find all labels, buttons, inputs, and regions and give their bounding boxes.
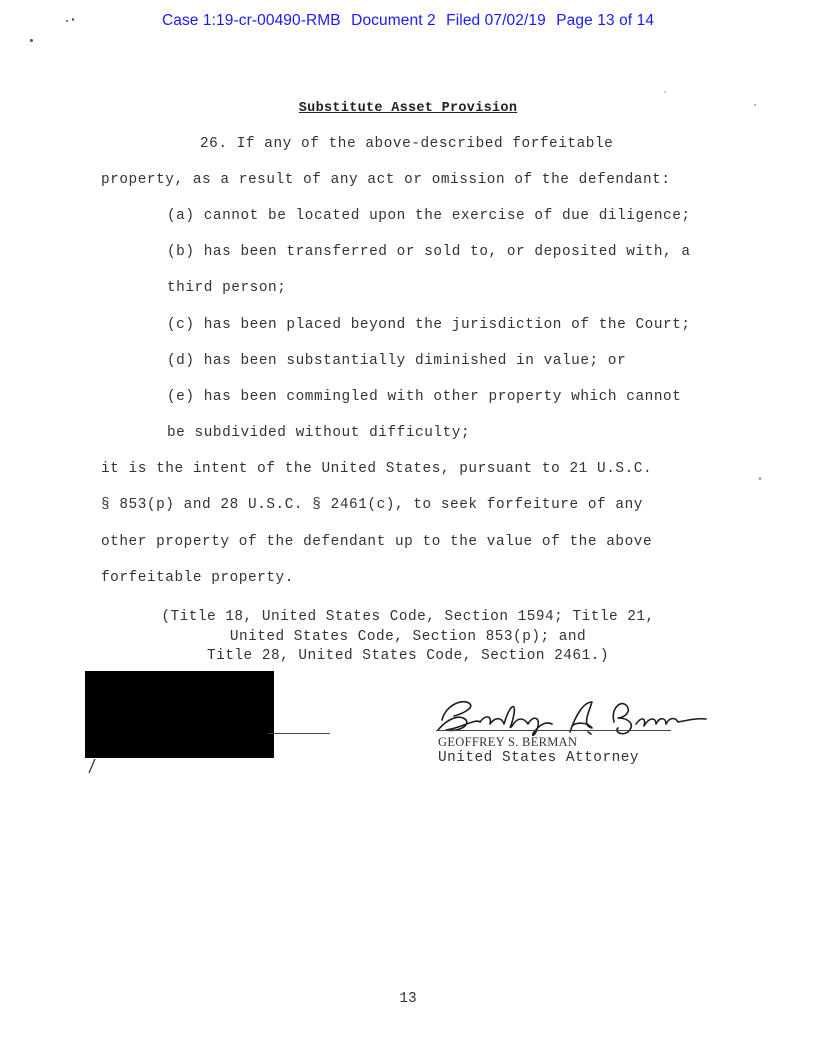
list-item-continuation: third person; [167,280,287,296]
scan-speck [30,39,33,42]
conclusion-line: it is the intent of the United States, pursuant to 21 U.S.C. [101,461,653,477]
handwritten-signature [432,692,712,740]
slash-mark [88,758,96,774]
redaction-block [85,671,274,758]
filed-date: Filed 07/02/19 [446,12,546,29]
list-item: (b) has been transferred or sold to, or deposited with, a [167,244,691,260]
paragraph-line: property, as a result of any act or omission of the defendant: [101,172,671,188]
page-count: Page 13 of 14 [556,12,655,29]
conclusion-line: other property of the defendant up to the value of the above [101,534,653,550]
document-number: Document 2 [351,12,436,29]
conclusion-line: § 853(p) and 28 U.S.C. § 2461(c), to seek forfeiture of any [101,497,643,513]
list-item: (d) has been substantially diminished in value; or [167,353,627,369]
page-number: 13 [399,991,417,1007]
case-header [0,12,816,30]
signature-line-left [268,733,330,734]
case-number: Case 1:19-cr-00490-RMB [161,12,341,29]
paragraph-line: 26. If any of the above-described forfeitable [200,136,614,152]
citation-line: (Title 18, United States Code, Section 1594; Title 21, [161,609,655,625]
citation-line: United States Code, Section 853(p); and [229,628,587,645]
list-item-continuation: be subdivided without difficulty; [167,425,471,441]
signatory-title: United States Attorney [438,750,639,766]
signatory-name: GEOFFREY S. BERMAN [438,735,578,749]
citation-line: Title 28, United States Code, Section 2461.) [207,648,609,664]
signature-line-right [436,730,671,731]
statutory-citation [0,608,816,667]
list-item: (e) has been commingled with other property which cannot [167,389,682,405]
list-item: (a) cannot be located upon the exercise of due diligence; [167,208,691,224]
list-item: (c) has been placed beyond the jurisdiction of the Court; [167,317,691,333]
scan-speck [759,477,761,480]
conclusion-line: forfeitable property. [101,570,294,586]
scan-speck [664,91,666,93]
section-title: Substitute Asset Provision [298,101,518,116]
